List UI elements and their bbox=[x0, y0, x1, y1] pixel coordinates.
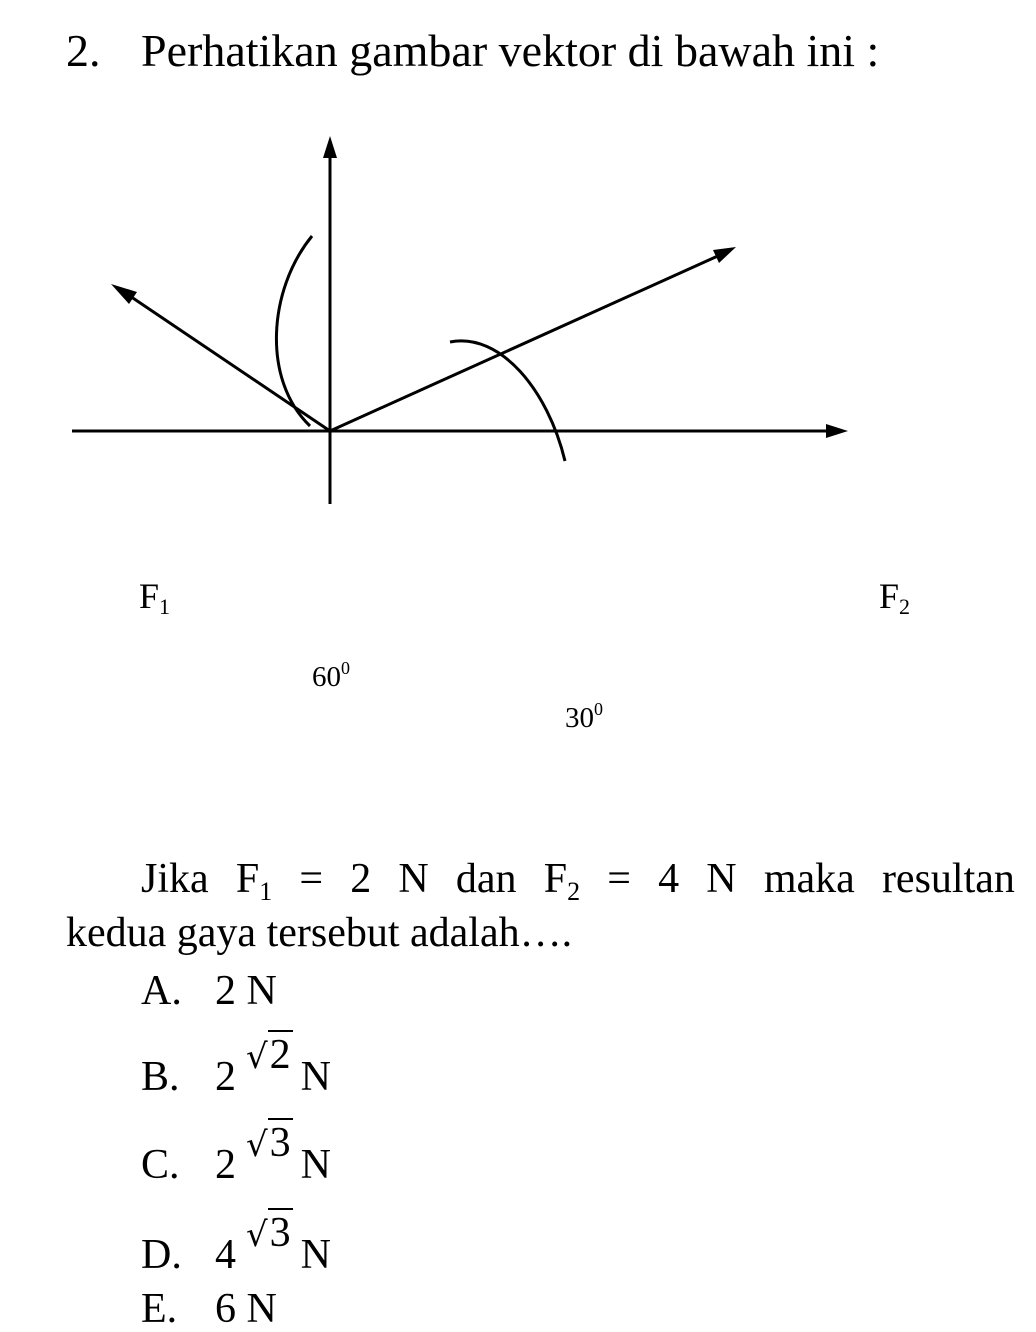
vector-f2 bbox=[330, 255, 720, 431]
option-letter: C. bbox=[141, 1142, 180, 1188]
option-b[interactable] bbox=[141, 1032, 332, 1100]
vector-diagram bbox=[0, 0, 1036, 560]
label-f1: $F_1$ bbox=[139, 576, 171, 619]
angle-arc-f2 bbox=[450, 341, 565, 461]
option-unit: N bbox=[300, 1232, 332, 1278]
option-letter: E. bbox=[141, 1286, 178, 1332]
radical-sign: √ bbox=[246, 1215, 268, 1255]
question-paragraph-line2: kedua gaya tersebut adalah…. bbox=[66, 910, 573, 956]
option-d[interactable] bbox=[141, 1210, 332, 1278]
question-paragraph-line1: Jika $F_1$ = 2 N dan $F_2$ = 4 N maka resultan bbox=[141, 856, 1015, 906]
option-c[interactable] bbox=[141, 1120, 332, 1188]
angle-label-30: $30^0$ bbox=[565, 699, 603, 734]
question-number: 2. bbox=[66, 25, 101, 76]
y-axis-arrowhead bbox=[323, 136, 337, 158]
option-letter: D. bbox=[141, 1232, 182, 1278]
option-unit: N bbox=[300, 1054, 332, 1100]
option-a[interactable] bbox=[141, 970, 277, 1012]
option-coefficient: 2 bbox=[215, 1054, 236, 1100]
question-title: Perhatikan gambar vektor di bawah ini : bbox=[141, 25, 880, 76]
radical-sign: √ bbox=[246, 1037, 268, 1077]
label-f2: $F_2$ bbox=[879, 576, 911, 619]
option-value: 2 N bbox=[215, 968, 277, 1014]
option-coefficient: 4 bbox=[215, 1232, 236, 1278]
sqrt-expression bbox=[246, 1122, 293, 1164]
radical-sign: √ bbox=[246, 1125, 268, 1165]
vector-f1 bbox=[124, 292, 330, 431]
option-letter: A. bbox=[141, 968, 182, 1014]
sqrt-expression bbox=[246, 1212, 293, 1254]
vector-f1-arrowhead bbox=[111, 284, 137, 304]
x-axis-arrowhead bbox=[826, 424, 848, 438]
vector-f2-arrowhead bbox=[713, 247, 736, 263]
radicand: 2 bbox=[269, 1032, 291, 1078]
option-unit: N bbox=[300, 1142, 332, 1188]
radicand: 3 bbox=[269, 1210, 291, 1256]
option-e[interactable] bbox=[141, 1288, 277, 1330]
angle-label-60: $60^0$ bbox=[312, 658, 350, 693]
option-value: 6 N bbox=[215, 1286, 277, 1332]
option-coefficient: 2 bbox=[215, 1142, 236, 1188]
radicand: 3 bbox=[269, 1120, 291, 1166]
sqrt-expression bbox=[246, 1034, 293, 1076]
option-letter: B. bbox=[141, 1054, 180, 1100]
